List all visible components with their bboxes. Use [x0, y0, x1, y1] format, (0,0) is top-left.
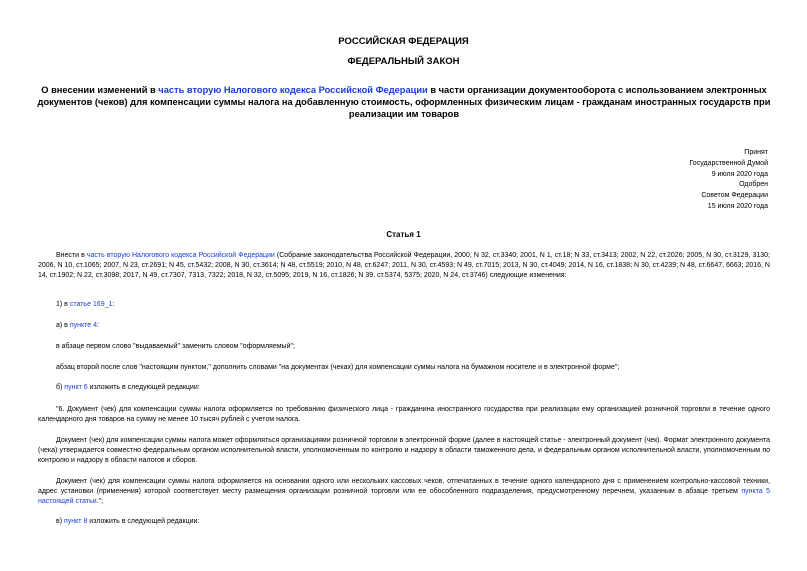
- article-heading: Статья 1: [386, 230, 421, 239]
- quote-electronic-document: Документ (чек) для компенсации суммы налога может оформляться организациями розничной торговли в электронной форме (далее в настоящей статье - электронный документ (чек). Формат электронного документа (чека) утверждается совместно федеральным органом исполнительной власти, уполномоченным по контролю и надзору в области таможенного дела, и федеральным органом исполнительной власти, уполномоченным по контролю и надзору в области налогов и сборов.: [38, 437, 770, 465]
- approval-line: Одобрен: [739, 181, 768, 188]
- approval-date: 15 июля 2020 года: [707, 202, 768, 210]
- document-country: РОССИЙСКАЯ ФЕДЕРАЦИЯ: [338, 36, 469, 47]
- title-code-link[interactable]: часть вторую Налогового кодекса Российской Федерации: [158, 85, 428, 95]
- quote-cash-receipts: Документ (чек) для компенсации суммы налога оформляется на основании одного или нескольких кассовых чеков, отпечатанных в течение одного календарного дня с применением контрольно-кассовой техники, адрес установки (применения) которой соответствует месту размещения организации розничной торговли или ее обособленного подразделения, предусмотренному перечнем, указанным в абзаце третьем пункта 5 настоящей статьи.";: [38, 478, 771, 506]
- point-4-link[interactable]: пункте 4: [69, 322, 97, 329]
- paragraph-second-change: абзац второй после слов "настоящим пунктом," дополнить словами "на документах (чеках) для компенсации суммы налога на бумажном носителе и в электронной форме";: [56, 364, 620, 371]
- adoption-date: 9 июля 2020 года: [711, 170, 768, 178]
- adoption-line: Принят: [744, 149, 768, 156]
- title-prefix: О внесении изменений в: [41, 85, 159, 95]
- approval-federation-council: [701, 180, 768, 212]
- document-type: ФЕДЕРАЛЬНЫЙ ЗАКОН: [347, 56, 460, 67]
- item-1: 1) в статье 169_1:: [56, 301, 115, 308]
- point-8-link[interactable]: пункт 8: [64, 518, 88, 525]
- quote-point-6: "6. Документ (чек) для компенсации суммы налога оформляется по требованию физического лица - гражданина иностранного государства при реализации ему организацией розничной торговли в течение одного календарного дня товаров на сумму не менее 10 тысяч рублей с учетом налога.: [38, 406, 770, 424]
- article-169-1-link[interactable]: статье 169_1: [69, 301, 113, 308]
- point-5-link[interactable]: пункта 5 настоящей статьи: [38, 488, 771, 506]
- code-link[interactable]: часть вторую Налогового кодекса Российской Федерации: [86, 252, 275, 259]
- item-a: а) в пункте 4:: [56, 322, 99, 329]
- item-b: б) пункт 6 изложить в следующей редакции:: [56, 384, 200, 391]
- document-title: [36, 84, 772, 120]
- paragraph-first-change: в абзаце первом слово "выдаваемый" заменить словом "оформляемый";: [56, 343, 295, 350]
- approval-line: Советом Федерации: [701, 191, 768, 199]
- adoption-line: Государственной Думой: [689, 159, 768, 167]
- item-v: в) пункт 8 изложить в следующей редакции:: [56, 518, 200, 525]
- adoption-duma: [689, 148, 768, 180]
- title-suffix: в части организации документооборота с использованием электронных документов (чеков) для компенсации суммы налога на добавленную стоимость, оформленных физическим лицам - гражданам иностранных государств при реализации им товаров: [37, 85, 771, 119]
- article-intro: Внести в часть вторую Налогового кодекса Российской Федерации (Собрание законодательства Российской Федерации, 2000, N 32, ст.3340; 2001, N 1, ст.18; N 33, ст.3413; 2002, N 22, ст.2026; 2005, N 30, ст.3129, 3130; 2006, N 10, ст.1065; 2007, N 23, ст.2691; N 45, ст.5432; 2008, N 30, ст.3614; N 48, ст.5519; 2010, N 48, ст.6247; 2011, N 30, ст.4593; N 49, ст.7015; 2013, N 30, ст.4049; 2014, N 16, ст.1838; N 30, ст.4239; N 48, ст.6647, 6663; 2016, N 14, ст.1902; N 22, ст.3098; 2017, N 49, ст.7307, 7313, 7322; 2018, N 32, ст.5095; 2019, N 16, ст.1826; N 39, ст.5374, 5375; 2020, N 24, ст.3746) следующие изменения:: [38, 252, 770, 280]
- point-6-link[interactable]: пункт 6: [64, 384, 88, 391]
